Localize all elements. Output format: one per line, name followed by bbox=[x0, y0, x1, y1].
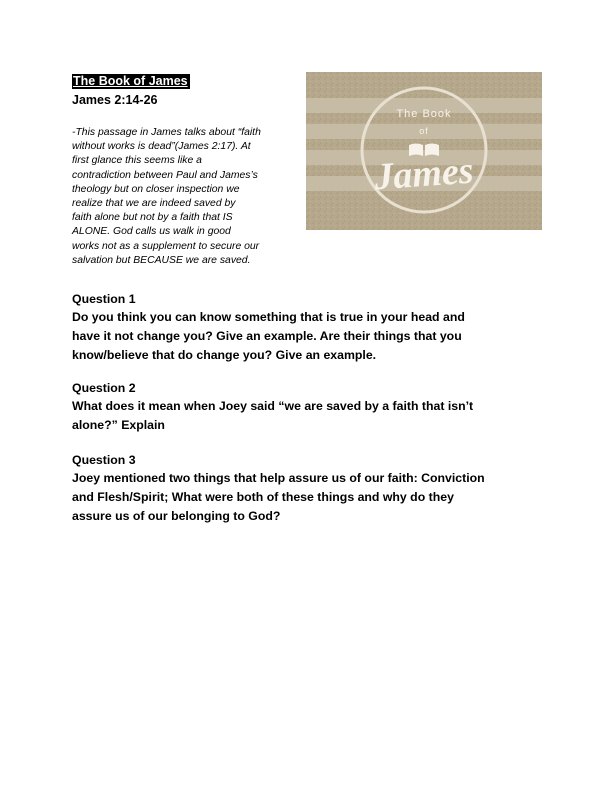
question-line: know/believe that do change you? Give an example. bbox=[72, 348, 377, 362]
question-line: assure us of our belonging to God? bbox=[72, 509, 281, 523]
question-line: and Flesh/Spirit; What were both of these things and why do they bbox=[72, 490, 454, 504]
question-line: What does it mean when Joey said “we are saved by a faith that isn’t bbox=[72, 399, 474, 413]
question-line: Joey mentioned two things that help assure us of our faith: Conviction bbox=[72, 471, 485, 485]
summary-line: ALONE. God calls us walk in good bbox=[72, 226, 231, 238]
summary-line: contradiction between Paul and James’s bbox=[72, 169, 258, 181]
question-line: alone?” Explain bbox=[72, 418, 165, 432]
document-title: The Book of James bbox=[73, 74, 188, 88]
book-of-james-banner bbox=[306, 72, 542, 230]
banner-line3: James bbox=[372, 149, 475, 199]
question-2 bbox=[72, 381, 542, 435]
passage-summary bbox=[72, 126, 304, 268]
question-text bbox=[72, 308, 542, 365]
banner-line2: of bbox=[419, 126, 429, 136]
summary-line: works not as a supplement to secure our bbox=[72, 240, 260, 252]
summary-line: salvation but BECAUSE we are saved. bbox=[72, 254, 251, 266]
question-1 bbox=[72, 292, 542, 365]
question-heading: Question 2 bbox=[72, 381, 136, 395]
question-text bbox=[72, 397, 542, 435]
question-line: have it not change you? Give an example. Are their things that you bbox=[72, 329, 462, 343]
question-heading: Question 3 bbox=[72, 453, 136, 467]
summary-line: without works is dead”(James 2:17). At bbox=[72, 141, 251, 153]
summary-line: theology but on closer inspection we bbox=[72, 183, 240, 195]
summary-line: realize that we are indeed saved by bbox=[72, 198, 236, 210]
question-line: Do you think you can know something that is true in your head and bbox=[72, 310, 465, 324]
question-heading: Question 1 bbox=[72, 292, 136, 306]
passage-reference: James 2:14-26 bbox=[72, 93, 158, 107]
question-text bbox=[72, 469, 542, 526]
banner-image bbox=[306, 72, 542, 230]
summary-line: first glance this seems like a bbox=[72, 155, 202, 167]
summary-line: faith alone but not by a faith that IS bbox=[72, 212, 233, 224]
banner-line1: The Book bbox=[396, 108, 452, 120]
question-3 bbox=[72, 453, 542, 526]
summary-line: -This passage in James talks about “faith bbox=[72, 127, 261, 138]
